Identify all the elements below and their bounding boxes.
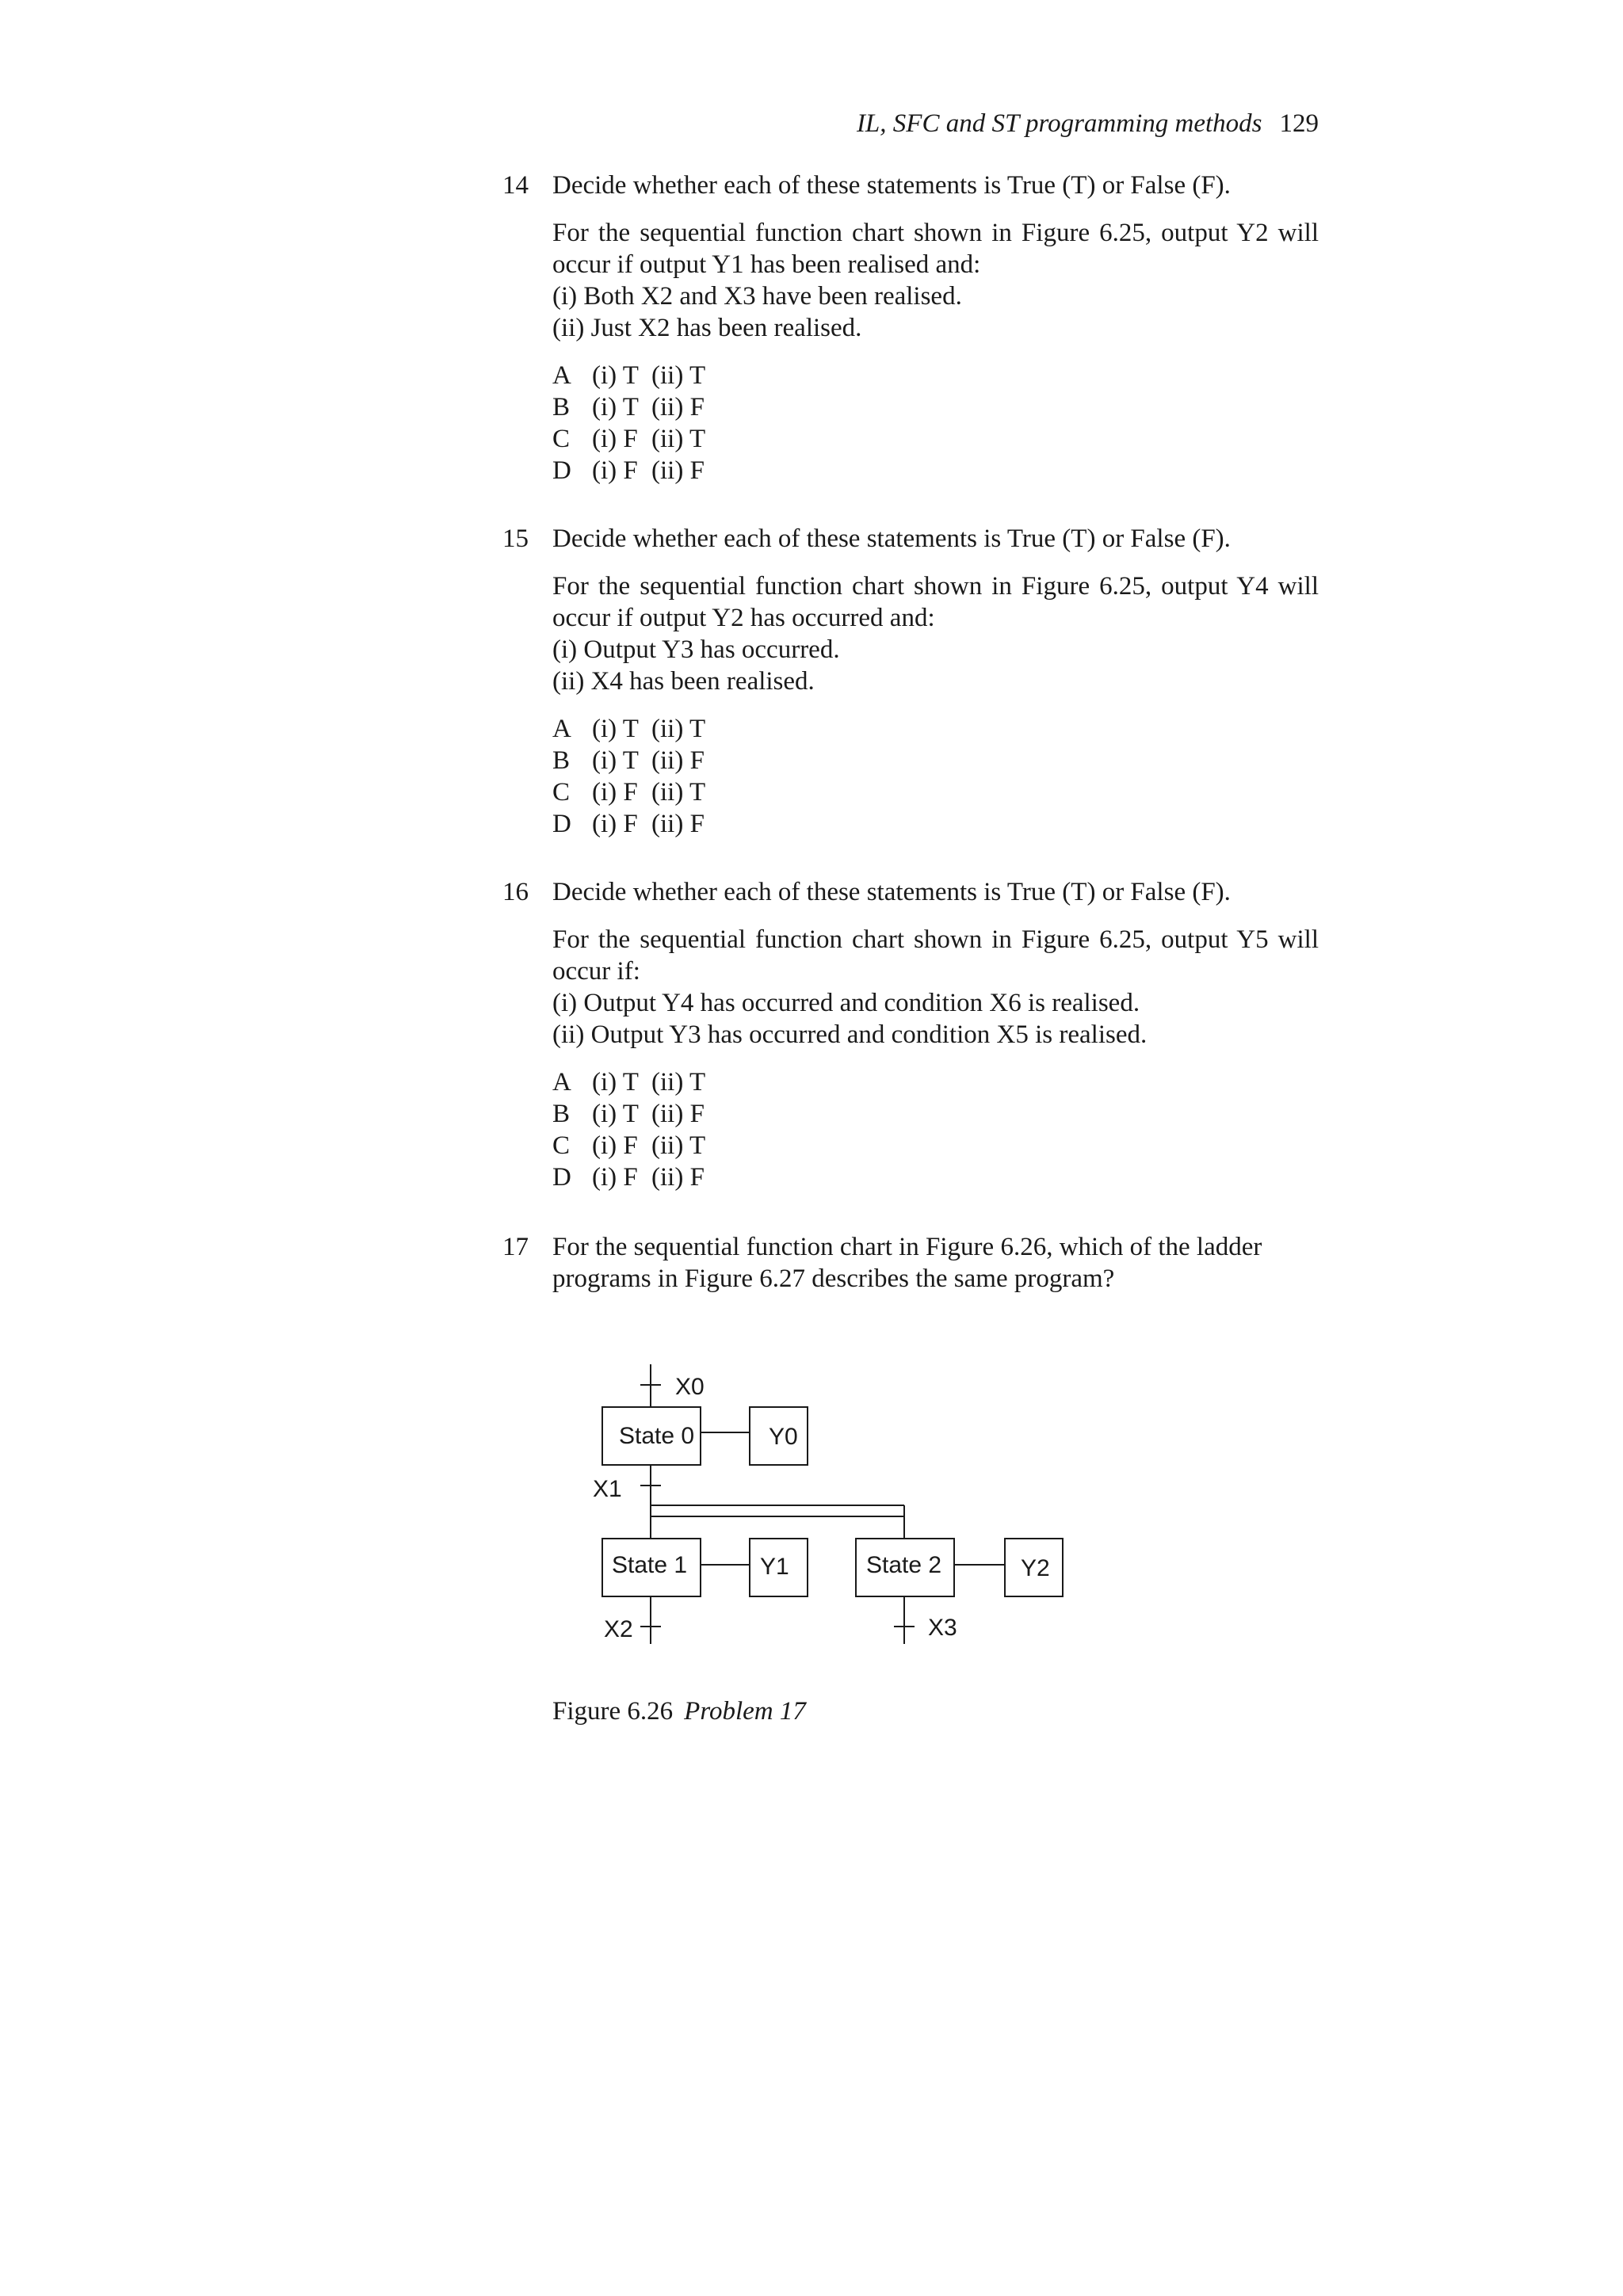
option-letter: A — [552, 1068, 571, 1097]
option-i: (i) T — [592, 1068, 639, 1097]
option-letter: C — [552, 425, 571, 453]
option-i: (i) F — [592, 810, 638, 838]
option-i: (i) T — [592, 715, 639, 743]
figure-caption — [552, 1695, 806, 1727]
option-letter: D — [552, 456, 571, 485]
page-number: 129 — [1279, 109, 1319, 138]
running-title: IL, SFC and ST programming methods — [856, 109, 1262, 138]
figure-title: Problem 17 — [684, 1697, 806, 1726]
question-intro-line-2: programs in Figure 6.27 describes the same program? — [552, 1264, 1115, 1293]
figure-number: Figure 6.26 — [552, 1697, 674, 1726]
option-letter: A — [552, 361, 571, 390]
statement-ii: (ii) Output Y3 has occurred and condition X5 is realised. — [552, 1020, 1148, 1049]
option-letter: B — [552, 746, 571, 775]
label-x1: X1 — [593, 1476, 622, 1502]
option-ii: (ii) F — [651, 456, 705, 485]
option-letter: C — [552, 778, 571, 807]
label-x2: X2 — [604, 1616, 633, 1642]
question-number: 16 — [502, 878, 529, 906]
option-i: (i) F — [592, 778, 638, 807]
option-ii: (ii) F — [651, 1100, 705, 1128]
label-y1: Y1 — [760, 1554, 789, 1580]
option-ii: (ii) T — [651, 778, 706, 807]
stem-text: For the sequential function chart shown in Figure 6.25, output Y2 will occur if output Y1 has been realised and: — [552, 219, 1319, 279]
option-ii: (ii) T — [651, 361, 706, 390]
option-letter: B — [552, 393, 571, 421]
statement-i: (i) Output Y3 has occurred. — [552, 635, 840, 664]
option-letter: B — [552, 1100, 571, 1128]
option-ii: (ii) F — [651, 746, 705, 775]
option-ii: (ii) T — [651, 715, 706, 743]
option-ii: (ii) F — [651, 393, 705, 421]
option-i: (i) T — [592, 393, 639, 421]
statement-i: (i) Both X2 and X3 have been realised. — [552, 282, 962, 311]
statement-i: (i) Output Y4 has occurred and condition X6 is realised. — [552, 989, 1140, 1017]
option-ii: (ii) T — [651, 425, 706, 453]
label-state-0: State 0 — [619, 1423, 695, 1449]
option-i: (i) T — [592, 746, 639, 775]
option-i: (i) F — [592, 1131, 638, 1160]
option-ii: (ii) T — [651, 1068, 706, 1097]
option-i: (i) T — [592, 1100, 639, 1128]
label-y0: Y0 — [769, 1424, 798, 1450]
label-state-1: State 1 — [612, 1552, 688, 1578]
question-intro-line-1: For the sequential function chart in Figure 6.26, which of the ladder — [552, 1233, 1262, 1261]
stem-text: For the sequential function chart shown in Figure 6.25, output Y5 will occur if: — [552, 925, 1319, 986]
option-letter: D — [552, 1163, 571, 1192]
question-number: 17 — [502, 1233, 529, 1261]
option-letter: A — [552, 715, 571, 743]
question-intro: Decide whether each of these statements is True (T) or False (F). — [552, 171, 1231, 200]
option-ii: (ii) T — [651, 1131, 706, 1160]
option-letter: D — [552, 810, 571, 838]
statement-ii: (ii) X4 has been realised. — [552, 667, 815, 696]
question-number: 14 — [502, 171, 529, 200]
question-intro: Decide whether each of these statements is True (T) or False (F). — [552, 878, 1231, 906]
label-x0: X0 — [675, 1374, 705, 1400]
option-i: (i) F — [592, 425, 638, 453]
option-i: (i) F — [592, 1163, 638, 1192]
question-number: 15 — [502, 524, 529, 553]
stem-text: For the sequential function chart shown in Figure 6.25, output Y4 will occur if output Y2 has occurred and: — [552, 572, 1319, 632]
option-ii: (ii) F — [651, 810, 705, 838]
question-intro: Decide whether each of these statements is True (T) or False (F). — [552, 524, 1231, 553]
option-ii: (ii) F — [651, 1163, 705, 1192]
label-x3: X3 — [928, 1615, 957, 1641]
option-i: (i) F — [592, 456, 638, 485]
statement-ii: (ii) Just X2 has been realised. — [552, 314, 862, 342]
label-state-2: State 2 — [866, 1552, 942, 1578]
option-letter: C — [552, 1131, 571, 1160]
label-y2: Y2 — [1021, 1555, 1050, 1581]
option-i: (i) T — [592, 361, 639, 390]
